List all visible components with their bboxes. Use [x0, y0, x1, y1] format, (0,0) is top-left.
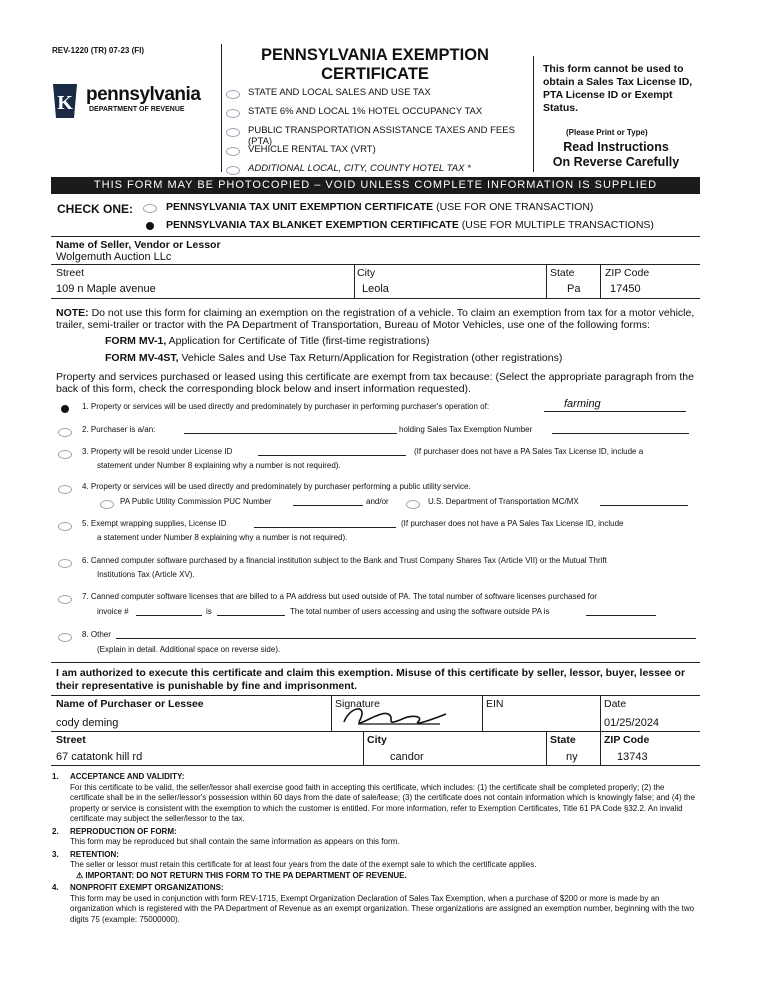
reason-6-radio[interactable]	[58, 559, 72, 568]
reason-5-text-b: a statement under Number 8 explaining why a number is not required).	[97, 533, 348, 542]
print-note: (Please Print or Type)	[566, 128, 648, 137]
instructions	[52, 772, 700, 925]
tax-type-item[interactable]: PUBLIC TRANSPORTATION ASSISTANCE TAXES AND FEES (PTA)	[226, 125, 526, 144]
date-field[interactable]: 01/25/2024	[604, 717, 660, 729]
tax-type-item[interactable]: STATE 6% AND LOCAL 1% HOTEL OCCUPANCY TAX	[226, 106, 526, 125]
seller-name-field[interactable]: Wolgemuth Auction LLc	[56, 251, 172, 263]
reason-1-text: 1. Property or services will be used directly and predominately by purchaser in performing purchaser's operation of:	[82, 402, 490, 411]
reason-7-is: is	[206, 607, 212, 616]
return-warning: ⚠ IMPORTANT: DO NOT RETURN THIS FORM TO THE PA DEPARTMENT OF REVENUE.	[76, 870, 407, 880]
reason-6-text: 6. Canned computer software purchased by a financial institution subject to the Bank and Trust Company Shares Tax (Article VII) or the Mutual Thrift	[82, 556, 607, 565]
property-intro: Property and services purchased or leased using this certificate are exempt from tax because: (Select the appropriate paragraph from the back of this form, check the corresponding block below and insert information requested).	[56, 371, 694, 395]
reason-4-puc-radio[interactable]	[100, 500, 114, 509]
instruction-nonprofit: 4. NONPROFIT EXEMPT ORGANIZATIONS: This form may be used in conjunction with form REV-1715, Exempt Organization Declaration of Sales Tax Exemption, when a purchase of $200 or more is made by an organization which is registered with the PA Department of Revenue as an exempt organization. These organizations are assigned an exemption number, beginning with the two digits 75 (example: 75000000).	[52, 883, 695, 924]
purchaser-state-label: State	[550, 734, 576, 746]
reason-4-text: 4. Property or services will be used directly and predominately by purchaser performing a public utility service.	[82, 482, 471, 491]
seller-name-label: Name of Seller, Vendor or Lessor	[56, 239, 221, 251]
reason-8-field[interactable]	[116, 638, 696, 639]
purchaser-zip-label: ZIP Code	[604, 734, 650, 746]
form-id: REV-1220 (TR) 07-23 (FI)	[52, 46, 145, 55]
reason-7-licenses-field[interactable]	[217, 615, 285, 616]
seller-city-label: City	[357, 267, 376, 279]
logo-dept: DEPARTMENT OF REVENUE	[89, 106, 185, 113]
purchaser-zip-field[interactable]: 13743	[617, 751, 648, 763]
reason-2-field[interactable]	[184, 433, 397, 434]
photocopy-banner: THIS FORM MAY BE PHOTOCOPIED – VOID UNLESS COMPLETE INFORMATION IS SUPPLIED	[51, 177, 700, 194]
reason-3-field[interactable]	[258, 455, 406, 456]
reason-1-field[interactable]: farming	[564, 398, 601, 410]
date-label: Date	[604, 698, 627, 710]
reason-7-users-label: The total number of users accessing and using the software outside PA is	[290, 607, 550, 616]
instruction-reproduction: 2. REPRODUCTION OF FORM: This form may be reproduced but shall contain the same information as appears on this form.	[52, 826, 400, 846]
ein-label: EIN	[486, 698, 504, 710]
reason-4-radio[interactable]	[58, 485, 72, 494]
reason-3-text-b: statement under Number 8 explaining why a number is not required).	[97, 461, 341, 470]
warning-icon: ⚠	[76, 870, 84, 880]
purchaser-city-label: City	[367, 734, 387, 746]
reason-5-tail: (If purchaser does not have a PA Sales Tax License ID, include	[401, 519, 624, 528]
reason-4-puc-label: PA Public Utility Commission PUC Number	[120, 497, 272, 506]
reason-4-dot-radio[interactable]	[406, 500, 420, 509]
authorization-statement: I am authorized to execute this certificate and claim this exemption. Misuse of this certificate by seller, lessor, buyer, lessee or their representative is punishable by fine and imprisonment.	[56, 667, 686, 692]
reason-4-puc-field[interactable]	[293, 505, 363, 506]
reason-2-tail: holding Sales Tax Exemption Number	[399, 425, 533, 434]
purchaser-street-field[interactable]: 67 catatonk hill rd	[56, 751, 143, 763]
reason-2-radio[interactable]	[58, 428, 72, 437]
vehicle-note: NOTE: Do not use this form for claiming an exemption on the registration of a vehicle. To claim an exemption from tax for a motor vehicle, trailer, semi-trailer or tractor with the PA Department of Transportation, Bureau of Motor Vehicles, use one of the following forms:	[56, 307, 695, 331]
reason-5-radio[interactable]	[58, 522, 72, 531]
reason-4-dot-field[interactable]	[600, 505, 688, 506]
read-instructions: Read Instructions On Reverse Carefully	[552, 140, 680, 169]
signature-label: Signature	[335, 698, 380, 710]
form-mv4st-note: FORM MV-4ST, Vehicle Sales and Use Tax Return/Application for Registration (other registrations)	[105, 352, 563, 364]
seller-street-label: Street	[56, 267, 85, 279]
tax-type-item[interactable]: STATE AND LOCAL SALES AND USE TAX	[226, 87, 526, 106]
check-one-label: CHECK ONE:	[57, 202, 134, 216]
purchaser-name-label: Name of Purchaser or Lessee	[56, 698, 204, 710]
unit-certificate-label: PENNSYLVANIA TAX UNIT EXEMPTION CERTIFICATE (USE FOR ONE TRANSACTION)	[166, 201, 594, 213]
keystone-logo-icon	[50, 82, 80, 120]
seller-zip-label: ZIP Code	[605, 267, 650, 279]
purchaser-name-field[interactable]: cody deming	[56, 717, 119, 729]
purchaser-state-field[interactable]: ny	[566, 751, 578, 763]
reason-1-radio[interactable]	[61, 405, 69, 413]
reason-8-text: 8. Other	[82, 630, 111, 639]
reason-2-number-field[interactable]	[552, 433, 689, 434]
reason-4-andor: and/or	[366, 497, 389, 506]
instruction-retention: 3. RETENTION: The seller or lessor must retain this certificate for at least four years from the date of the exempt sale to which the certificate applies. ⚠ IMPORTANT: DO NOT RETURN THIS FORM TO THE PA DEPARTMENT OF REVENUE.	[52, 850, 700, 882]
form-mv1-note: FORM MV-1, Application for Certificate of Title (first-time registrations)	[105, 335, 430, 347]
reason-3-radio[interactable]	[58, 450, 72, 459]
tax-type-item[interactable]: VEHICLE RENTAL TAX (VRT)	[226, 144, 526, 163]
blanket-certificate-radio[interactable]	[146, 222, 154, 230]
reason-2-text: 2. Purchaser is a/an:	[82, 425, 156, 434]
notice-box: This form cannot be used to obtain a Sales Tax License ID, PTA License ID or Exempt Status.	[543, 63, 693, 114]
reason-7-radio[interactable]	[58, 595, 72, 604]
svg-text:K: K	[57, 92, 73, 114]
reason-3-tail: (If purchaser does not have a PA Sales Tax License ID, include a	[414, 447, 644, 456]
reason-7-invoice-field[interactable]	[136, 615, 202, 616]
reason-8-radio[interactable]	[58, 633, 72, 642]
form-title: PENNSYLVANIA EXEMPTION CERTIFICATE	[261, 46, 489, 83]
seller-state-field[interactable]: Pa	[567, 283, 581, 295]
unit-certificate-radio[interactable]	[143, 204, 157, 213]
reason-4-dot-label: U.S. Department of Transportation MC/MX	[428, 497, 579, 506]
reason-8-text-b: (Explain in detail. Additional space on reverse side).	[97, 645, 281, 654]
seller-state-label: State	[550, 267, 575, 279]
signature-field[interactable]	[340, 700, 450, 734]
reason-7-users-field[interactable]	[586, 615, 656, 616]
reason-7-invoice-label: invoice #	[97, 607, 129, 616]
reason-5-text: 5. Exempt wrapping supplies, License ID	[82, 519, 227, 528]
purchaser-street-label: Street	[56, 734, 86, 746]
seller-city-field[interactable]: Leola	[362, 283, 389, 295]
reason-7-text: 7. Canned computer software licenses that are billed to a PA address but used outside of PA. The total number of software licenses purchased for	[82, 592, 597, 601]
purchaser-city-field[interactable]: candor	[390, 751, 424, 763]
tax-type-list	[226, 87, 526, 182]
reason-3-text: 3. Property will be resold under License ID	[82, 447, 233, 456]
reason-6-text-b: Institutions Tax (Article XV).	[97, 570, 195, 579]
seller-zip-field[interactable]: 17450	[610, 283, 641, 295]
tax-type-item[interactable]: ADDITIONAL LOCAL, CITY, COUNTY HOTEL TAX *	[226, 163, 526, 182]
seller-street-field[interactable]: 109 n Maple avenue	[56, 283, 156, 295]
reason-5-field[interactable]	[254, 527, 396, 528]
blanket-certificate-label: PENNSYLVANIA TAX BLANKET EXEMPTION CERTIFICATE (USE FOR MULTIPLE TRANSACTIONS)	[166, 219, 654, 231]
instruction-acceptance: 1. ACCEPTANCE AND VALIDITY: For this certificate to be valid, the seller/lessor shall exercise good faith in accepting this certificate, which includes: (1) the certificate shall be completed properly; (2) the certificate shall be in the seller/lessor's possession within 60 days from the date of sale/lease; (3) the certificate does not contain information which is knowingly false; and (4) the property or service is consistent with the exemption to which the customer is entitled. For more information, refer to Exemption Certificates, Title 61 PA Code §32.2. An invalid certificate may subject the seller/lessor to the tax.	[52, 772, 695, 823]
logo-wordmark: pennsylvania	[86, 84, 201, 105]
